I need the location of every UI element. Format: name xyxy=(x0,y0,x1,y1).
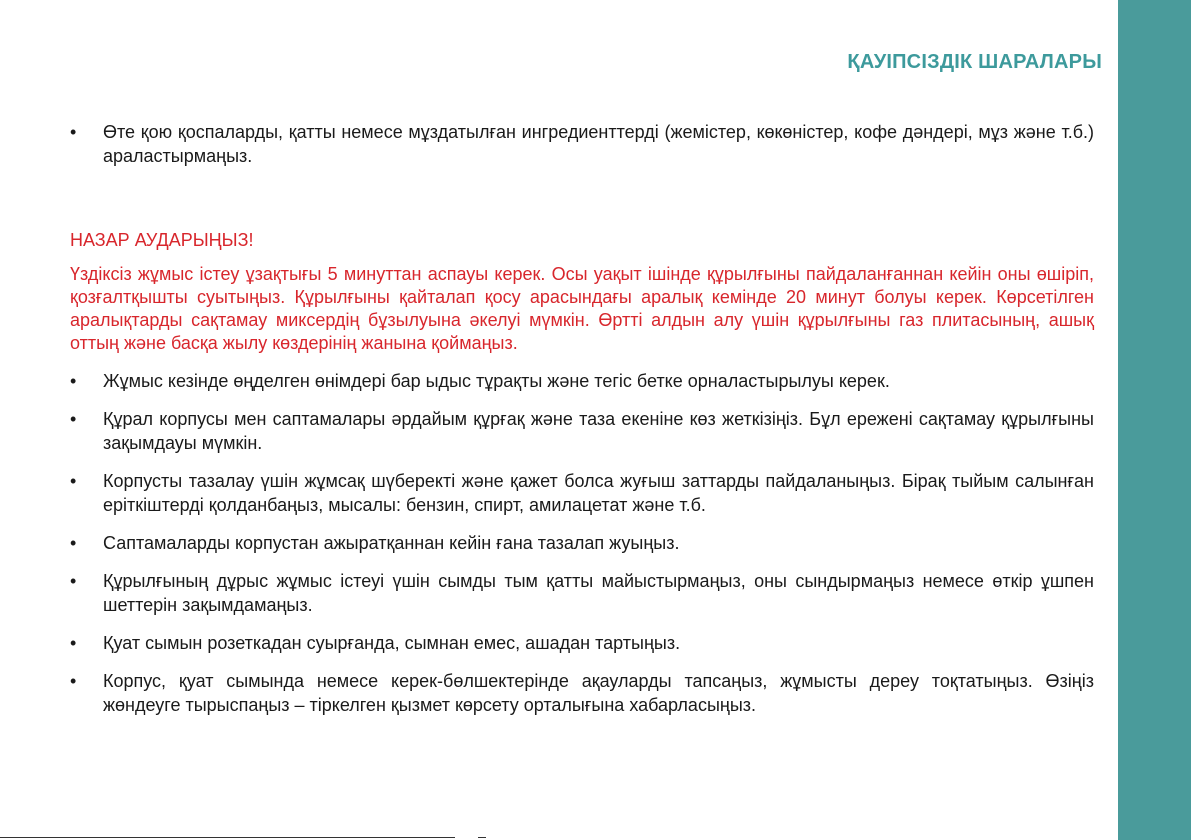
document-body xyxy=(70,120,1094,731)
footer-divider xyxy=(0,837,455,838)
safety-list xyxy=(70,369,1094,717)
bullet-icon: • xyxy=(70,471,77,491)
list-item-text: Қуат сымын розеткадан суырғанда, сымнан емес, ашадан тартыңыз. xyxy=(103,633,681,653)
list-item-text: Жұмыс кезінде өңделген өнімдері бар ыдыс тұрақты және тегіс бетке орналастырылуы керек. xyxy=(103,371,890,391)
page-title: ҚАУІПСІЗДІК ШАРАЛАРЫ xyxy=(847,51,1102,73)
bullet-icon: • xyxy=(70,671,77,691)
bullet-icon: • xyxy=(70,633,77,653)
side-color-bar xyxy=(1118,0,1191,840)
warning-heading: НАЗАР АУДАРЫҢЫЗ! xyxy=(70,230,254,250)
list-item-text: Корпусты тазалау үшін жұмсақ шүберекті және қажет болса жуғыш заттарды пайдаланыңыз. Бірақ тыйым салынған еріткіштерді қолданбаңыз, мысалы: бензин, спирт, амилацетат және т.б. xyxy=(103,471,1094,515)
intro-list xyxy=(70,120,1094,168)
list-item-text: Корпус, қуат сымында немесе керек-бөлшектерінде ақауларды тапсаңыз, жұмысты дереу тоқтатыңыз. Өзіңіз жөндеуге тырыспаңыз – тіркелген қызмет көрсету орталығына хабарласыңыз. xyxy=(103,671,1094,715)
list-item xyxy=(70,407,1094,455)
bullet-icon: • xyxy=(70,371,77,391)
list-item xyxy=(70,369,1094,393)
bullet-icon: • xyxy=(70,122,77,142)
bullet-icon: • xyxy=(70,571,77,591)
bullet-icon: • xyxy=(70,409,77,429)
list-item xyxy=(70,569,1094,617)
footer-mark xyxy=(478,837,486,838)
list-item-text: Саптамаларды корпустан ажыратқаннан кейін ғана тазалап жуыңыз. xyxy=(103,533,680,553)
warning-text: Үздіксіз жұмыс істеу ұзақтығы 5 минуттан аспауы керек. Осы уақыт ішінде құрылғыны пайдаланғаннан кейін оны өшіріп, қозғалтқышты суытыңыз. Құрылғыны қайталап қосу арасындағы аралық кемінде 20 минут болуы керек. Көрсетілген аралықтарды сақтамау миксердің бұзылуына әкелуі мүмкін. Өртті алдын алу үшін құрылғыны газ плитасының, ашық оттың және басқа жылу көздерінің жанына қоймаңыз. xyxy=(70,264,1094,353)
list-item xyxy=(70,631,1094,655)
list-item xyxy=(70,531,1094,555)
list-item-text: Құрал корпусы мен саптамалары әрдайым құрғақ және таза екеніне көз жеткізіңіз. Бұл ережені сақтамау құрылғыны зақымдауы мүмкін. xyxy=(103,409,1094,453)
list-item xyxy=(70,469,1094,517)
list-item xyxy=(70,669,1094,717)
list-item-text: Құрылғының дұрыс жұмыс істеуі үшін сымды тым қатты майыстырмаңыз, оны сындырмаңыз немесе өткір ұшпен шеттерін зақымдамаңыз. xyxy=(103,571,1094,615)
list-item-text: Өте қою қоспаларды, қатты немесе мұздатылған ингредиенттерді (жемістер, көкөністер, кофе дәндері, мұз және т.б.) араластырмаңыз. xyxy=(103,122,1094,166)
bullet-icon: • xyxy=(70,533,77,553)
list-item xyxy=(70,120,1094,168)
